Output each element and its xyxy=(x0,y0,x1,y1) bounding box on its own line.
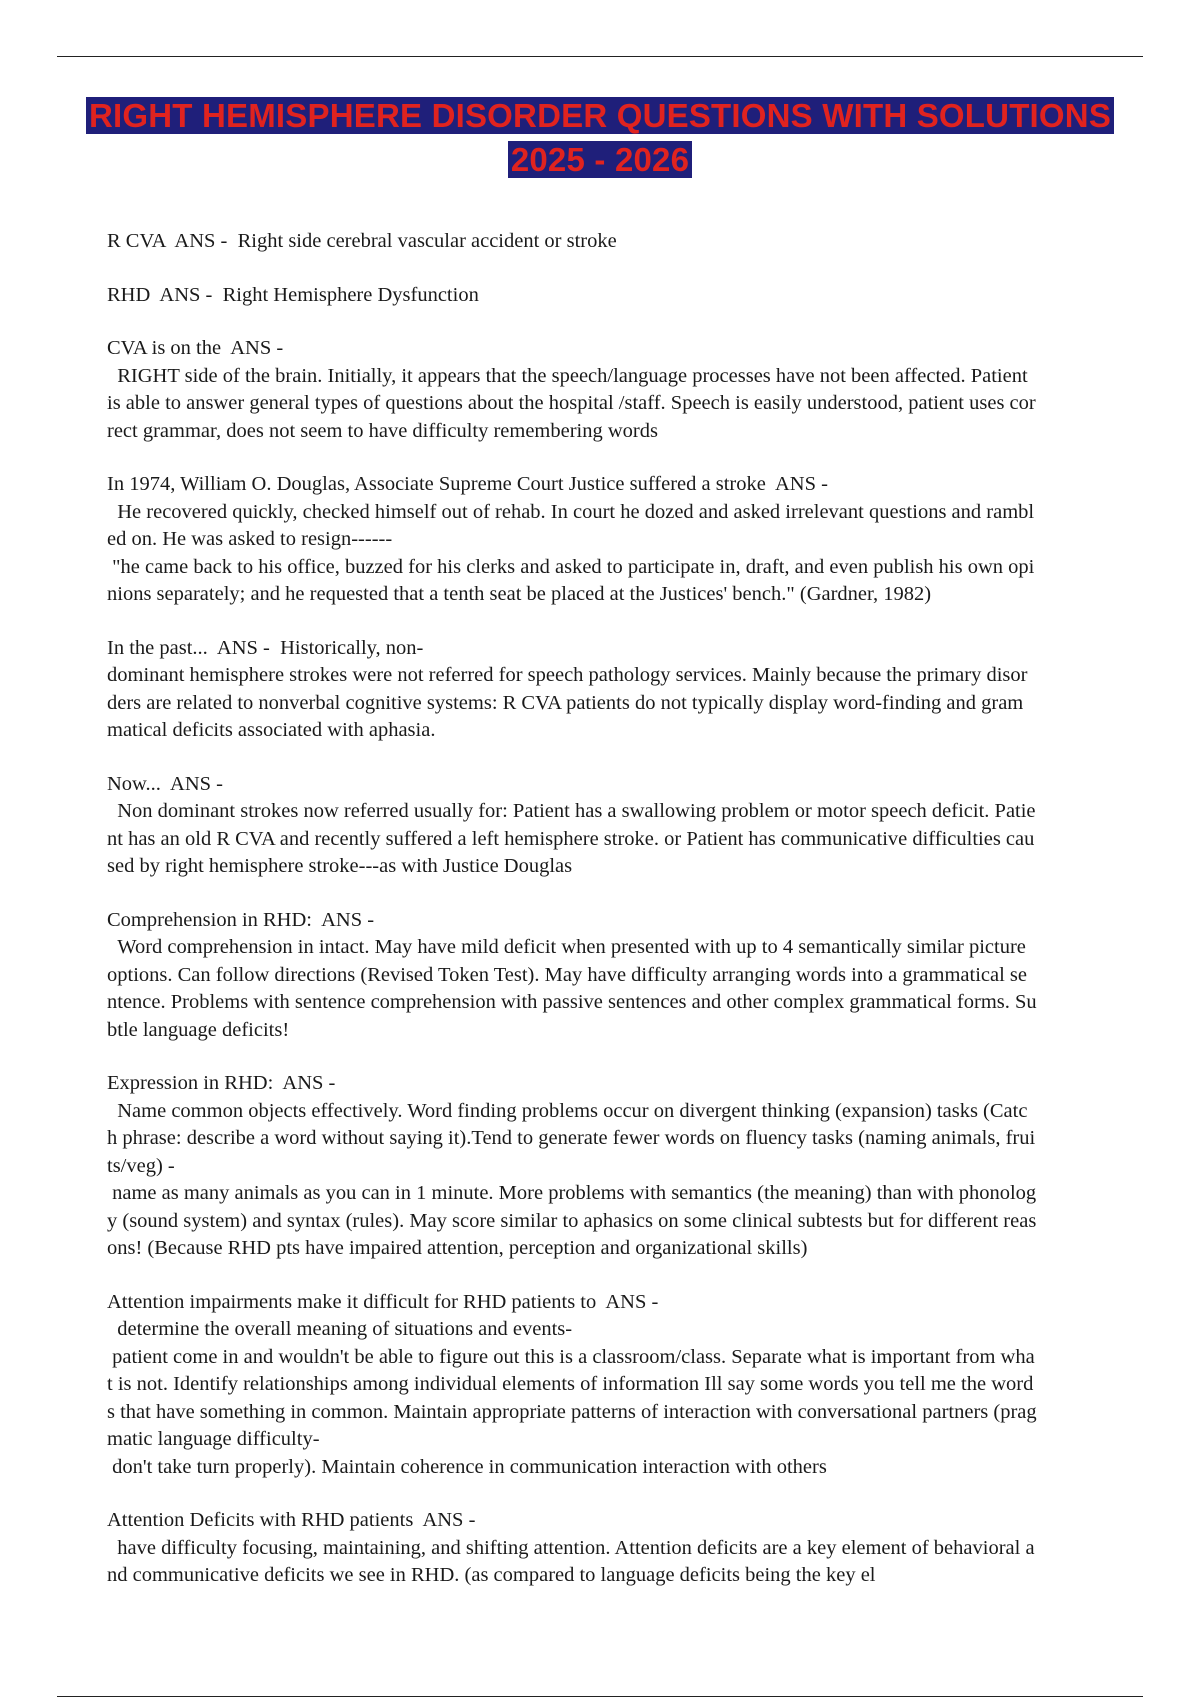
question-text: In 1974, William O. Douglas, Associate Supreme Court Justice suffered a stroke ANS - xyxy=(107,473,828,495)
question-text: Expression in RHD: ANS - xyxy=(107,1072,336,1094)
question-text: Attention Deficits with RHD patients ANS - xyxy=(107,1509,476,1531)
question-text: RHD ANS - Right Hemisphere Dysfunction xyxy=(107,283,479,306)
qa-entry xyxy=(107,282,1037,310)
qa-entry xyxy=(107,471,1037,609)
answer-text: have difficulty focusing, maintaining, and shifting attention. Attention deficits are a key element of behavioral and communicative deficits we see in RHD. (as compared to language deficits being the key el xyxy=(107,1536,1035,1586)
qa-entry xyxy=(107,1070,1037,1263)
top-rule xyxy=(57,56,1143,57)
answer-text: Word comprehension in intact. May have mild deficit when presented with up to 4 semantically similar picture options. Can follow directions (Revised Token Test). May have difficulty arranging words into a grammatical sentence. Problems with sentence comprehension with passive sentences and other complex grammatical forms. Subtle language deficits! xyxy=(107,936,1037,1041)
answer-text: determine the overall meaning of situations and events- patient come in and wouldn't be able to figure out this is a classroom/class. Separate what is important from what is not. Identify relationships among individual elements of information Ill say some words you tell me the words that have something in common. Maintain appropriate patterns of interaction with conversational partners (pragmatic language difficulty- don't take turn properly). Maintain coherence in communication interaction with others xyxy=(107,1318,1037,1478)
document-body xyxy=(107,228,1037,1616)
question-text: CVA is on the ANS - xyxy=(107,337,284,359)
question-text: R CVA ANS - Right side cerebral vascular accident or stroke xyxy=(107,230,617,252)
answer-text: RIGHT side of the brain. Initially, it appears that the speech/language processes have not been affected. Patient is able to answer general types of questions about the hospital /staff. Speech is easily understood, patient uses correct grammar, does not seem to have difficulty remembering words xyxy=(107,364,1036,442)
qa-entry xyxy=(107,228,1037,256)
qa-entry xyxy=(107,907,1037,1045)
document-title xyxy=(80,94,1120,182)
question-text: In the past... ANS - Historically, non- xyxy=(107,636,424,659)
qa-entry xyxy=(107,635,1037,745)
question-text: Now... ANS - xyxy=(107,772,223,795)
answer-text: He recovered quickly, checked himself out of rehab. In court he dozed and asked irrelevant questions and rambled on. He was asked to resign------ "he came back to his office, buzzed for his clerks and asked to participate in, draft, and even publish his own opinions separately; and he requested that a tenth seat be placed at the Justices' bench." (Gardner, 1982) xyxy=(107,500,1035,605)
answer-text: dominant hemisphere strokes were not referred for speech pathology services. Mainly because the primary disorders are related to nonverbal cognitive systems: R CVA patients do not typically display word-finding and grammatical deficits associated with aphasia. xyxy=(107,664,1028,741)
qa-entry xyxy=(107,335,1037,445)
document-title-text: RIGHT HEMISPHERE DISORDER QUESTIONS WITH SOLUTIONS 2025 - 2026 xyxy=(86,97,1114,178)
bottom-rule xyxy=(57,1696,1143,1697)
answer-text: Name common objects effectively. Word finding problems occur on divergent thinking (expansion) tasks (Catch phrase: describe a word without saying it).Tend to generate fewer words on fluency tasks (naming animals, fruits/veg) - name as many animals as you can in 1 minute. More problems with semantics (the meaning) than with phonology (sound system) and syntax (rules). May score similar to aphasics on some clinical subtests but for different reasons! (Because RHD pts have impaired attention, perception and organizational skills) xyxy=(107,1099,1037,1259)
question-text: Comprehension in RHD: ANS - xyxy=(107,908,375,931)
answer-text: Non dominant strokes now referred usually for: Patient has a swallowing problem or motor speech deficit. Patient has an old R CVA and recently suffered a left hemisphere stroke. or Patient has communicative difficulties caused by right hemisphere stroke---as with Justice Douglas xyxy=(107,800,1036,877)
question-text: Attention impairments make it difficult for RHD patients to ANS - xyxy=(107,1290,659,1313)
qa-entry xyxy=(107,771,1037,881)
qa-entry xyxy=(107,1507,1037,1590)
qa-entry xyxy=(107,1289,1037,1482)
